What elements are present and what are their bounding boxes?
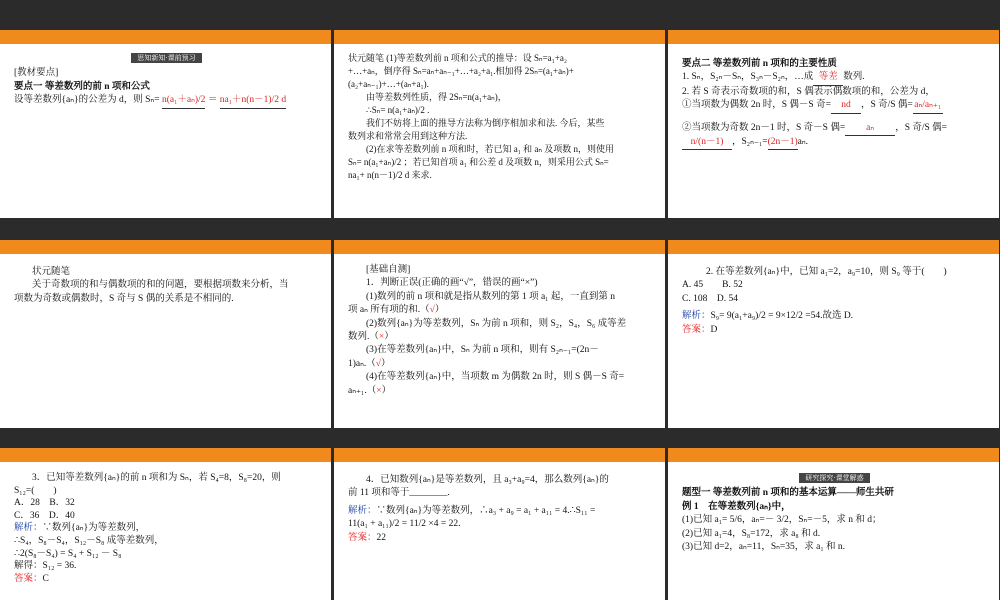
slide-header-bar <box>0 30 331 44</box>
check-mark: √ <box>429 305 435 316</box>
property-text: 1. Sₙ，S₂ₙ－Sₙ，S₃ₙ－S₂ₙ，…成 <box>682 72 814 83</box>
property-answer: aₙ <box>845 122 895 136</box>
note-line: (2)在求等差数列前 n 项和时，若已知 a₁ 和 aₙ 及项数 n，则使用 <box>366 144 614 154</box>
slide-header-bar <box>334 240 665 254</box>
topic-title: 题型一 等差数列前 n 项和的基本运算——师生共研 <box>682 488 894 499</box>
question-text: 2. 在等差数列{aₙ}中，已知 a₁=2，a₉=10，则 S₉ 等于( ) <box>706 267 947 277</box>
slide-header-bar <box>334 448 665 462</box>
answer-label: 答案： <box>682 324 711 335</box>
formula-text: 设等差数列{aₙ}的公差为 d，则 Sₙ= <box>14 95 160 106</box>
question-text: ） <box>434 305 445 316</box>
note-line: ∴Sₙ= n(a₁+aₙ)/2 . <box>366 105 430 115</box>
question-text: (4)在等差数列{aₙ}中，当项数 m 为偶数 2n 时，则 S 偶－S 奇= <box>366 372 625 383</box>
solution-text: ∵数列{aₙ}为等差数列，∴a₃ + a₉ = a₁ + a₁₁ = 4.∴S₁₁ = <box>376 505 596 516</box>
solution <box>682 310 987 323</box>
property-answer: (2n－1) <box>768 136 798 150</box>
answer-label: 答案： <box>348 532 377 543</box>
section-badge: 思知新知·课前预习 <box>131 53 201 63</box>
note-line: 由等差数列性质，得 2Sₙ=n(a₁+aₙ)， <box>366 92 507 102</box>
judgement-1 <box>348 304 653 317</box>
property-answer: 等差 <box>813 71 843 85</box>
property-odd-cont <box>682 136 987 150</box>
row-separator <box>0 432 1000 438</box>
slide-header-bar <box>334 30 665 44</box>
options-row: A. 45 B. 52 <box>682 280 743 291</box>
example-label: 例 1 在等差数列{aₙ}中， <box>682 501 791 512</box>
solution-text: 解得：S₁₂ = 36. <box>14 561 77 572</box>
tag-label: [教材要点] <box>14 68 59 79</box>
question-text: (2)数列{aₙ}为等差数列，Sₙ 为前 n 项和，则 S₂，S₄，S₆ 成等差 <box>366 318 627 329</box>
slide-header-bar <box>668 30 999 44</box>
example-item: (1)已知 a₁= 5/6，aₙ=－ 3/2，Sₙ=－5，求 n 和 d； <box>682 515 882 526</box>
answer-label: 答案： <box>14 573 43 584</box>
answer-value: 22 <box>376 532 387 543</box>
slide-4[interactable] <box>0 240 331 428</box>
formula-line <box>14 94 319 108</box>
note-line: 数列求和常常会用到这种方法. <box>348 131 468 141</box>
answer <box>682 324 987 337</box>
question-text: 前 11 项和等于________. <box>348 488 450 499</box>
formula-answer-1: n(a₁＋aₙ)/2 <box>162 94 206 108</box>
note-line: 关于奇数项的和与偶数项的和的问题，要根据项数来分析，当 <box>32 280 289 291</box>
solution-text: ∵数列{aₙ}为等差数列， <box>42 523 146 534</box>
question-text: 4．已知数列{aₙ}是等差数列，且 a₃+a₉=4，那么数列{aₙ}的 <box>366 475 609 485</box>
property-text: ，S₂ₙ₋₁= <box>732 137 768 148</box>
property-text: aₙ. <box>797 137 809 148</box>
note-line: Sₙ= n(a₁+aₙ)/2 ；若已知首项 a₁ 和公差 d 及项数 n，则采用公式 Sₙ= <box>348 157 609 167</box>
point-title: 要点一 等差数列的前 n 项和公式 <box>14 81 150 92</box>
property-2: 2. 若 S 奇表示奇数项的和，S 偶表示偶数项的和，公差为 d， <box>682 86 935 97</box>
options-row: C. 108 D. 54 <box>682 293 738 304</box>
note-line: (a₂+aₙ₋₁)+…+(aₙ+a₁). <box>348 79 429 89</box>
property-answer: n/(n－1) <box>682 136 732 150</box>
solution <box>14 522 319 535</box>
formula-answer-2: na₁＋n(n－1)/2 d <box>220 94 286 108</box>
solution-text: ∴S₄，S₈－S₄，S₁₂－S₈ 成等差数列， <box>14 535 164 546</box>
row-separator <box>0 225 1000 231</box>
solution-text: ∴2(S₈－S₄) = S₄ + S₁₂ － S₈ <box>14 548 122 559</box>
question-text: (3)在等差数列{aₙ}中，Sₙ 为前 n 项和，则有 S₂ₙ₋₁=(2n－ <box>366 345 599 356</box>
property-text: 数列. <box>843 72 865 83</box>
check-mark: √ <box>375 358 382 369</box>
slide-2[interactable] <box>334 30 665 218</box>
slide-header-bar <box>668 240 999 254</box>
slide-1[interactable] <box>0 30 331 218</box>
judgement-2 <box>348 331 653 344</box>
slide-6[interactable] <box>668 240 999 428</box>
section-badge: 研究探究·课堂解惑 <box>799 473 869 483</box>
answer-value: D <box>710 324 718 335</box>
solution-text: 11(a₁ + a₁₁)/2 = 11/2 ×4 = 22. <box>348 519 461 530</box>
property-text: ，S 奇/S 偶= <box>895 122 948 133</box>
question-text: 1)aₙ.（ <box>348 358 376 369</box>
note-line: 项数为奇数或偶数时，S 奇与 S 偶的关系是不相同的. <box>14 293 234 304</box>
question-text: 数列.（ <box>348 332 379 343</box>
equals-sign: ＝ <box>207 95 218 106</box>
answer-value: C <box>42 573 49 584</box>
answer <box>348 532 653 545</box>
slide-5[interactable] <box>334 240 665 428</box>
options-row: C．36 D．40 <box>14 510 75 521</box>
note-line: +…+aₙ，倒序得 Sₙ=aₙ+aₙ₋₁+…+a₂+a₁.相加得 2Sₙ=(a₁+aₙ)+ <box>348 66 574 76</box>
solution-text: S₉= 9(a₁+a₉)/2 = 9×12/2 =54.故选 D. <box>710 311 854 322</box>
options-row: A．28 B．32 <box>14 498 75 509</box>
property-text: ②当项数为奇数 2n－1 时，S 奇－S 偶= <box>682 122 846 133</box>
solution-label: 解析： <box>348 505 377 516</box>
question-text: 3．已知等差数列{aₙ}的前 n 项和为 Sₙ，若 S₄=8，S₈=20，则 <box>32 473 281 483</box>
tag-label: [基础自测] <box>366 265 411 275</box>
answer <box>14 573 319 586</box>
slide-7[interactable] <box>0 448 331 600</box>
top-dark-bar <box>0 0 1000 22</box>
note-line: 状元随笔 (1)等差数列前 n 项和公式的推导：设 Sₙ=a₁+a₂ <box>348 53 568 63</box>
question-text: (1)数列的前 n 项和就是指从数列的第 1 项 a₁ 起，一直到第 n <box>366 291 615 302</box>
question-text: 1．判断正误(正确的画“√”，错误的画“×”) <box>366 278 538 289</box>
property-odd <box>682 122 987 136</box>
slide-header-bar <box>0 448 331 462</box>
note-line: na₁+ n(n－1)/2 d 来求. <box>348 170 432 180</box>
property-text: ，S 奇/S 偶= <box>860 100 913 111</box>
property-1 <box>682 71 987 85</box>
property-answer: aₙ/aₙ₊₁ <box>913 99 943 113</box>
question-text: aₙ₊₁.（ <box>348 385 377 396</box>
property-answer: nd <box>831 99 861 113</box>
question-text: ） <box>384 332 394 343</box>
slide-grid <box>0 22 1000 600</box>
slide-header-bar <box>0 240 331 254</box>
solution-label: 解析： <box>682 311 711 322</box>
note-title: 状元随笔 <box>32 267 71 277</box>
slide-header-bar <box>668 448 999 462</box>
question-text: ） <box>381 385 392 396</box>
note-line: 我们不妨将上面的推导方法称为倒序相加求和法. 今后，某些 <box>366 118 605 128</box>
judgement-3 <box>348 358 653 371</box>
solution-label: 解析： <box>14 523 43 534</box>
slide-3[interactable] <box>668 30 999 218</box>
question-text: S₁₂=( ) <box>14 485 57 496</box>
property-even <box>682 99 987 113</box>
example-item: (3)已知 d=2，aₙ=11，Sₙ=35，求 a₁ 和 n. <box>682 542 846 553</box>
example-item: (2)已知 a₁=4，S₈=172，求 a₈ 和 d. <box>682 528 821 539</box>
question-text: ） <box>381 358 391 369</box>
cross-mark: × <box>376 385 382 396</box>
solution <box>348 505 653 518</box>
slide-8[interactable] <box>334 448 665 600</box>
slide-9[interactable] <box>668 448 999 600</box>
judgement-4 <box>348 385 653 398</box>
point-title: 要点二 等差数列前 n 项和的主要性质 <box>682 59 837 69</box>
question-text: 项 aₙ 所有项的和.（ <box>348 305 430 316</box>
property-text: ①当项数为偶数 2n 时，S 偶－S 奇= <box>682 100 831 111</box>
cross-mark: × <box>378 332 385 343</box>
